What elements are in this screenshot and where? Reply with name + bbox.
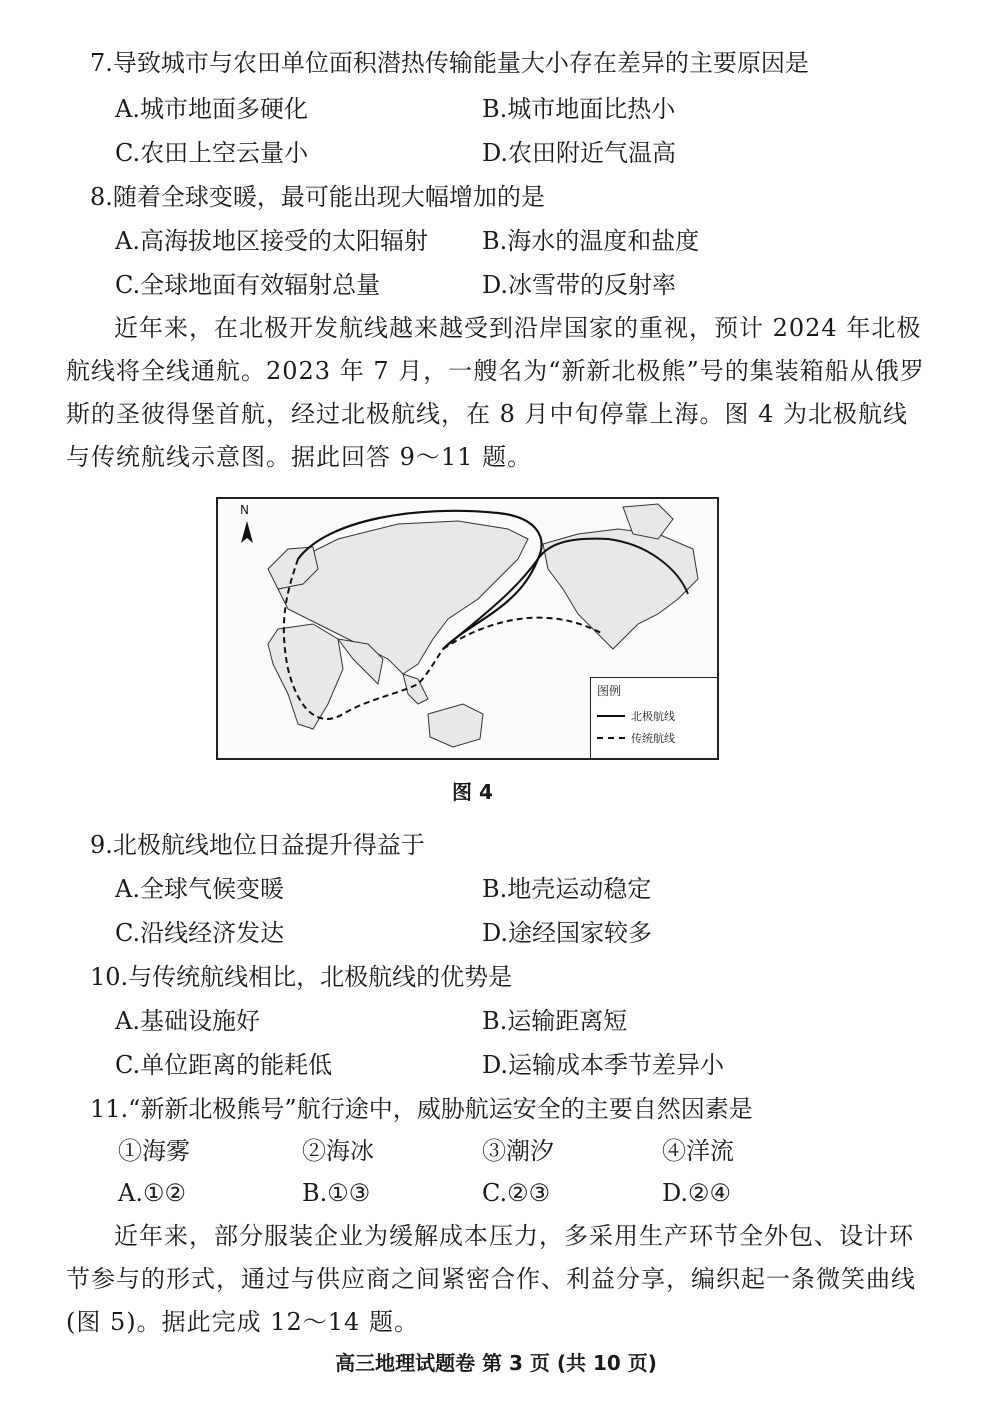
landmass-north-america <box>543 529 698 649</box>
q10-option-c: C.单位距离的能耗低 <box>115 1051 333 1079</box>
page-footer: 高三地理试题卷 第 3 页 (共 10 页) <box>335 1351 657 1375</box>
legend-arctic-label: 北极航线 <box>631 710 675 723</box>
passage-smile-curve-text: 近年来，部分服装企业为缓解成本压力，多采用生产环节全外包、设计环节参与的形式，通过与供应商之间紧密合作、利益分享，编织起一条微笑曲线(图 5)。据此完成 12～14 题。 <box>66 1222 916 1336</box>
legend-row-traditional <box>597 730 675 746</box>
q9-option-b: B.地壳运动稳定 <box>482 875 652 903</box>
solid-line-icon <box>597 715 625 717</box>
q8-option-c: C.全球地面有效辐射总量 <box>115 271 381 299</box>
q11-stem: 11.“新新北极熊号”航行途中，威胁航运安全的主要自然因素是 <box>90 1095 753 1123</box>
q10-option-a: A.基础设施好 <box>115 1007 260 1035</box>
q10-option-d: D.运输成本季节差异小 <box>482 1051 725 1079</box>
q10-stem: 10.与传统航线相比，北极航线的优势是 <box>90 963 513 991</box>
passage-smile-curve <box>66 1215 926 1344</box>
passage-arctic-route-text: 近年来，在北极开发航线越来越受到沿岸国家的重视，预计 2024 年北极航线将全线通航。2023 年 7 月，一艘名为“新新北极熊”号的集装箱船从俄罗斯的圣彼得堡首航，经过北极航线，在 8 月中旬停靠上海。图 4 为北极航线与传统航线示意图。据此回答 9～11 题。 <box>66 314 925 471</box>
legend-row-arctic <box>597 708 675 724</box>
q11-option-c: C.②③ <box>482 1179 551 1207</box>
q11-option-d: D.②④ <box>662 1179 732 1207</box>
q8-stem: 8.随着全球变暖，最可能出现大幅增加的是 <box>90 183 545 211</box>
q7-option-a: A.城市地面多硬化 <box>115 95 308 123</box>
q11-factor-1: ①海雾 <box>118 1137 190 1165</box>
q7-option-b: B.城市地面比热小 <box>482 95 676 123</box>
q9-option-d: D.途经国家较多 <box>482 919 653 947</box>
q7-stem: 7.导致城市与农田单位面积潜热传输能量大小存在差异的主要原因是 <box>90 49 809 77</box>
q9-stem: 9.北极航线地位日益提升得益于 <box>90 831 425 859</box>
q9-option-c: C.沿线经济发达 <box>115 919 285 947</box>
q11-factor-2: ②海冰 <box>302 1137 374 1165</box>
q8-option-d: D.冰雪带的反射率 <box>482 271 677 299</box>
landmass-australia <box>428 704 483 747</box>
landmass-africa <box>268 624 343 729</box>
q7-option-c: C.农田上空云量小 <box>115 139 309 167</box>
dashed-line-icon <box>597 737 625 739</box>
figure-4-map <box>216 497 719 760</box>
north-label: N <box>240 503 249 517</box>
q10-option-b: B.运输距离短 <box>482 1007 628 1035</box>
q7-option-d: D.农田附近气温高 <box>482 139 677 167</box>
legend-title: 图例 <box>597 684 622 698</box>
q11-option-b: B.①③ <box>302 1179 371 1207</box>
transpacific-route-line <box>443 618 603 649</box>
passage-arctic-route <box>66 307 926 479</box>
legend-traditional-label: 传统航线 <box>631 732 675 745</box>
figure-4-caption: 图 4 <box>452 780 493 804</box>
map-legend <box>590 677 717 758</box>
q8-option-b: B.海水的温度和盐度 <box>482 227 700 255</box>
q11-factor-3: ③潮汐 <box>482 1137 554 1165</box>
north-arrow-icon <box>241 521 253 543</box>
q11-factor-4: ④洋流 <box>662 1137 734 1165</box>
q11-option-a: A.①② <box>118 1179 186 1207</box>
q8-option-a: A.高海拔地区接受的太阳辐射 <box>115 227 428 255</box>
q9-option-a: A.全球气候变暖 <box>115 875 284 903</box>
